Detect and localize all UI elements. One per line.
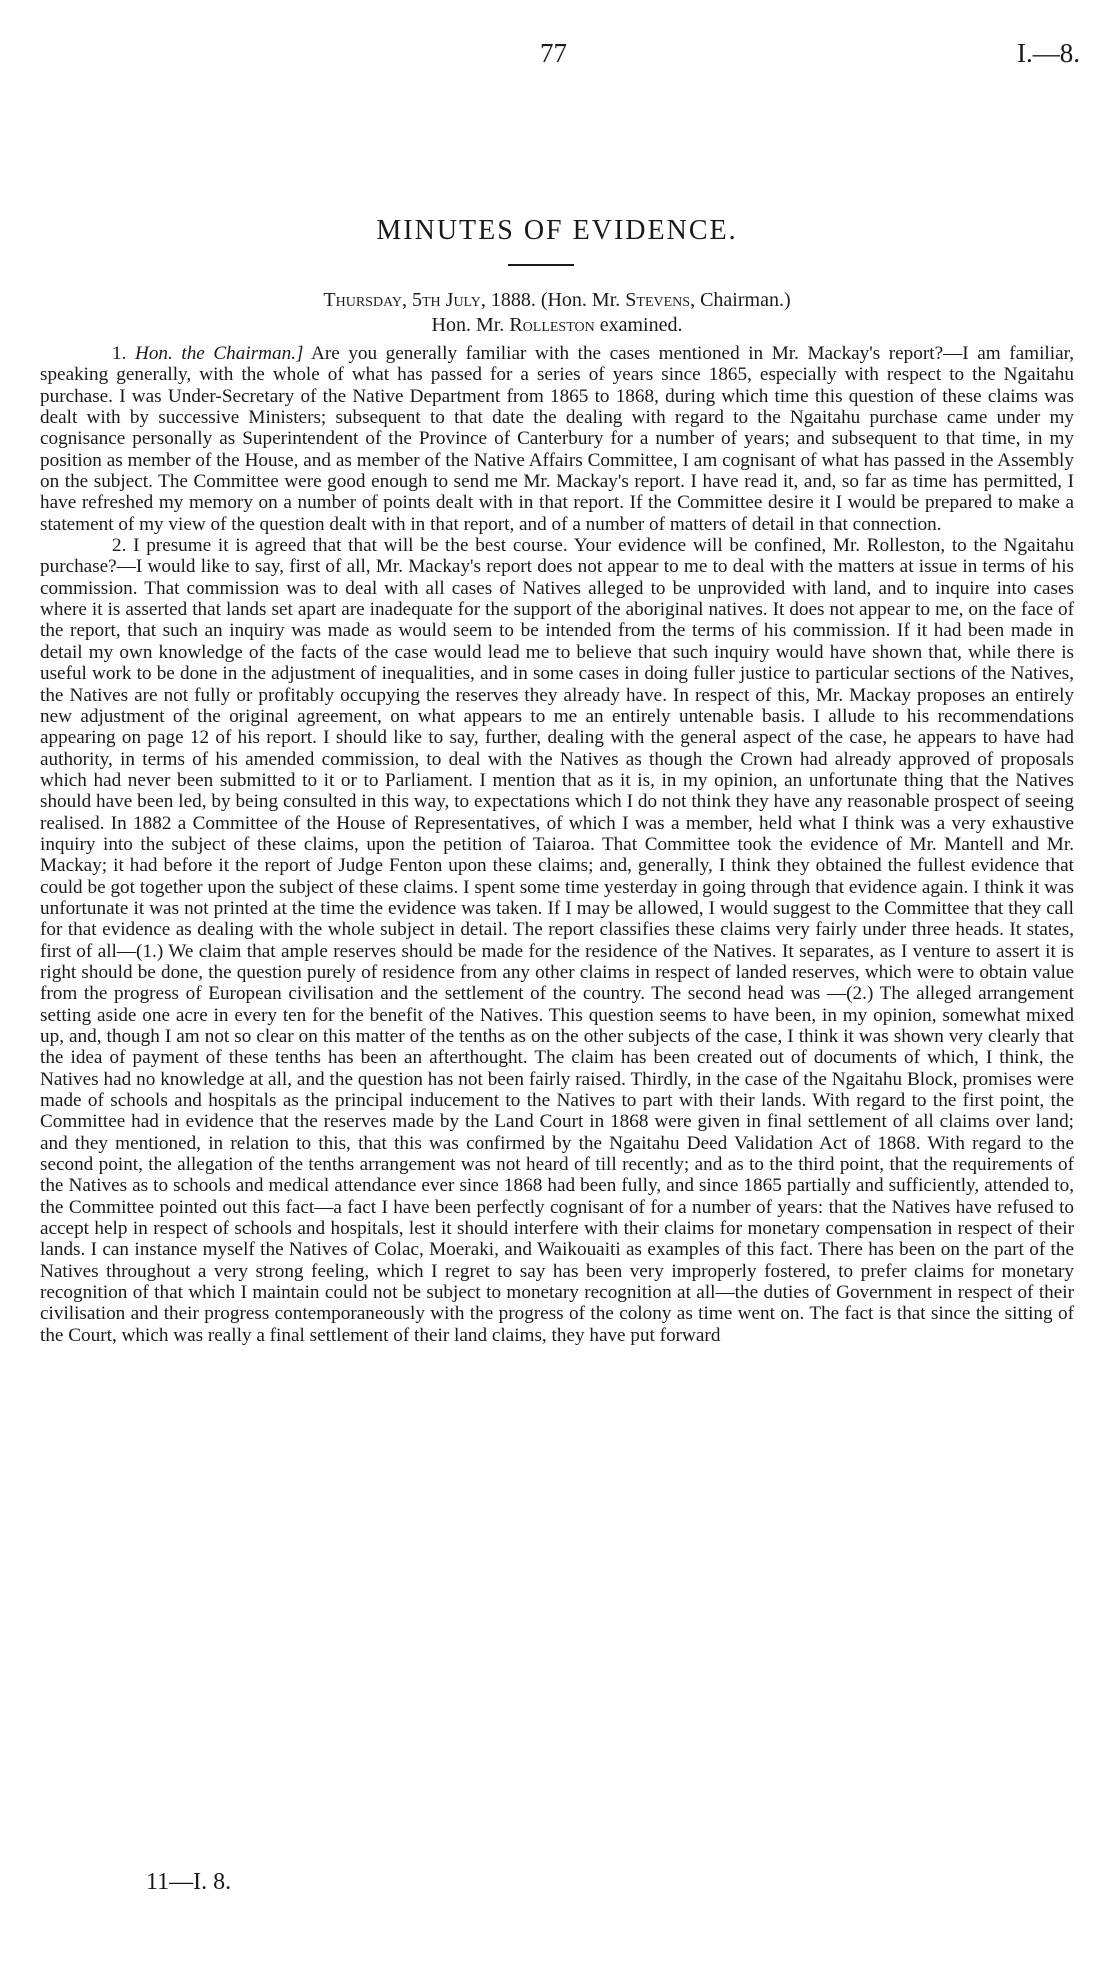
evidence-body xyxy=(40,343,1074,1346)
signature-mark: 11—I. 8. xyxy=(146,1869,232,1895)
witness-name: Rolleston xyxy=(509,314,595,336)
dateline-chairman-role: , Chairman.) xyxy=(690,289,791,311)
question-number: 2. xyxy=(112,535,127,557)
evidence-paragraph-1 xyxy=(40,343,1074,535)
witness-line xyxy=(0,314,1114,337)
witness-prefix: Hon. Mr. xyxy=(431,314,505,336)
page-title: MINUTES OF EVIDENCE. xyxy=(376,215,738,246)
dateline-day: Thursday xyxy=(323,289,402,311)
question-number: 1. xyxy=(112,343,127,364)
dateline xyxy=(0,289,1114,312)
speaker-label: Hon. the Chairman.] xyxy=(134,343,304,364)
page-number: 77 xyxy=(540,38,567,68)
evidence-paragraph-2 xyxy=(40,535,1074,1346)
document-reference: I.—8. xyxy=(1017,38,1080,68)
paragraph-text: Are you generally familiar with the cases mentioned in Mr. Mackay's report?—I am familiar, speaking generally, with the whole of what has passed for a series of years since 1865, especially with respect to the Ngaitahu purchase. I was Under-Secretary of the Native Department from 1865 to 1868, during which time this question of these claims was dealt with by successive Ministers; subsequent to that date the dealing with regard to the Ngaitahu purchase came under my cognisance personally as Superintendent of the Province of Canterbury for a number of years; and subsequent to that time, in my position as member of the House, and as member of the Native Affairs Committee, I am cognisant of what has passed in the Assembly on the subject. The Committee were good enough to send me Mr. Mackay's report. I have read it, and, so far as time has permitted, I have refreshed my memory on a number of points dealt with in that report. If the Committee desire it I would be prepared to make a statement of my view of the question dealt with in that report, and of a number of matters of detail in that connection. xyxy=(40,343,1075,535)
paragraph-text: I presume it is agreed that that will be the best course. Your evidence will be confined, Mr. Rolleston, to the Ngaitahu purchase?—I would like to say, first of all, Mr. Mackay's report does not appear to me to deal with the matters at issue in terms of his commission. That commission was to deal with all cases of Natives alleged to be unprovided with land, and to inquire into cases where it is asserted that lands set apart are inadequate for the support of the aboriginal natives. It does not appear to me, on the face of the report, that such an inquiry was made as would seem to be intended from the terms of his commission. If it had been made in detail my own knowledge of the facts of the case would lead me to believe that such inquiry would have shown that, while there is useful work to be done in the adjustment of inequalities, and in some cases in doing fuller justice to particular sections of the Natives, the Natives are not fully or profitably occupying the reserves they already have. In respect of this, Mr. Mackay proposes an entirely new adjustment of the original agreement, on what appears to me an entirely untenable basis. I allude to his recommendations appearing on page 12 of his report. I should like to say, further, dealing with the general aspect of the case, he appears to have had authority, in terms of his amended commission, to deal with the Natives as though the Crown had already approved of proposals which had never been submitted to it or to Parliament. I mention that as it is, in my opinion, an unfortunate thing that the Natives should have been led, by being consulted in this way, to expectations which I do not think they have any reasonable prospect of seeing realised. In 1882 a Committee of the House of Representatives, of which I was a member, held what I think was a very exhaustive inquiry into the subject of these claims, upon the petition of Taiaroa. That Committee took the evidence of Mr. Mantell and Mr. Mackay; it had before it the report of Judge Fenton upon these claims; and, generally, I think they obtained the fullest evidence that could be got together upon the subject of these claims. I spent some time yesterday in going through that evidence again. I think it was unfortunate it was not printed at the time the evidence was taken. If I may be allowed, I would suggest to the Committee that they call for that evidence as dealing with the whole subject in detail. The report classifies these claims very fairly under three heads. It states, first of all—(1.) We claim that ample reserves should be made for the residence of the Natives. It separates, as I venture to assert it is right should be done, the question purely of residence from any other claims in respect of landed reserves, which were to obtain value from the progress of European civilisation and the settlement of the country. The second head was —(2.) The alleged arrangement setting aside one acre in every ten for the benefit of the Natives. This question seems to have been, in my opinion, somewhat mixed up, and, though I am not so clear on this matter of the tenths as on the other subjects of the case, I think it was shown very clearly that the idea of payment of these tenths has been an afterthought. The claim has been created out of documents of which, I think, the Natives had no knowledge at all, and the question has not been fairly raised. Thirdly, in the case of the Ngaitahu Block, promises were made of schools and hospitals as the principal inducement to the Natives to part with their lands. With regard to the first point, the Committee had in evidence that the reserves made by the Land Court in 1868 were given in final settlement of all claims over land; and they mentioned, in relation to this, that this was confirmed by the Ngaitahu Deed Validation Act of 1868. With regard to the second point, the allegation of the tenths arrangement was not heard of till recently; and as to the third point, that the requirements of the Natives as to schools and medical attendance ever since 1868 had been fully, and since 1865 partially and sufficiently, attended to, the Committee pointed out this fact—a fact I have been perfectly cognisant of for a number of years: that the Natives have refused to accept help in respect of schools and hospitals, lest it should interfere with their claims for monetary compensation in respect of their lands. I can instance myself the Natives of Colac, Moeraki, and Waikouaiti as examples of this fact. There has been on the part of the Natives throughout a very strong feeling, which I regret to say has been very improperly fostered, to prefer claims for monetary recognition of that which I maintain could not be subject to monetary recognition at all—the duties of Government in respect of their civilisation and their progress contemporaneously with the progress of the colony as time went on. The fact is that since the sitting of the Court, which was really a final settlement of their land claims, they have put forward xyxy=(40,535,1074,1346)
dateline-year: , 1888. (Hon. Mr. xyxy=(480,289,621,311)
heading-divider xyxy=(508,264,574,266)
dateline-chairman-name: Stevens xyxy=(625,289,691,311)
witness-suffix: examined. xyxy=(599,314,683,336)
dateline-date: , 5th July xyxy=(402,289,481,311)
